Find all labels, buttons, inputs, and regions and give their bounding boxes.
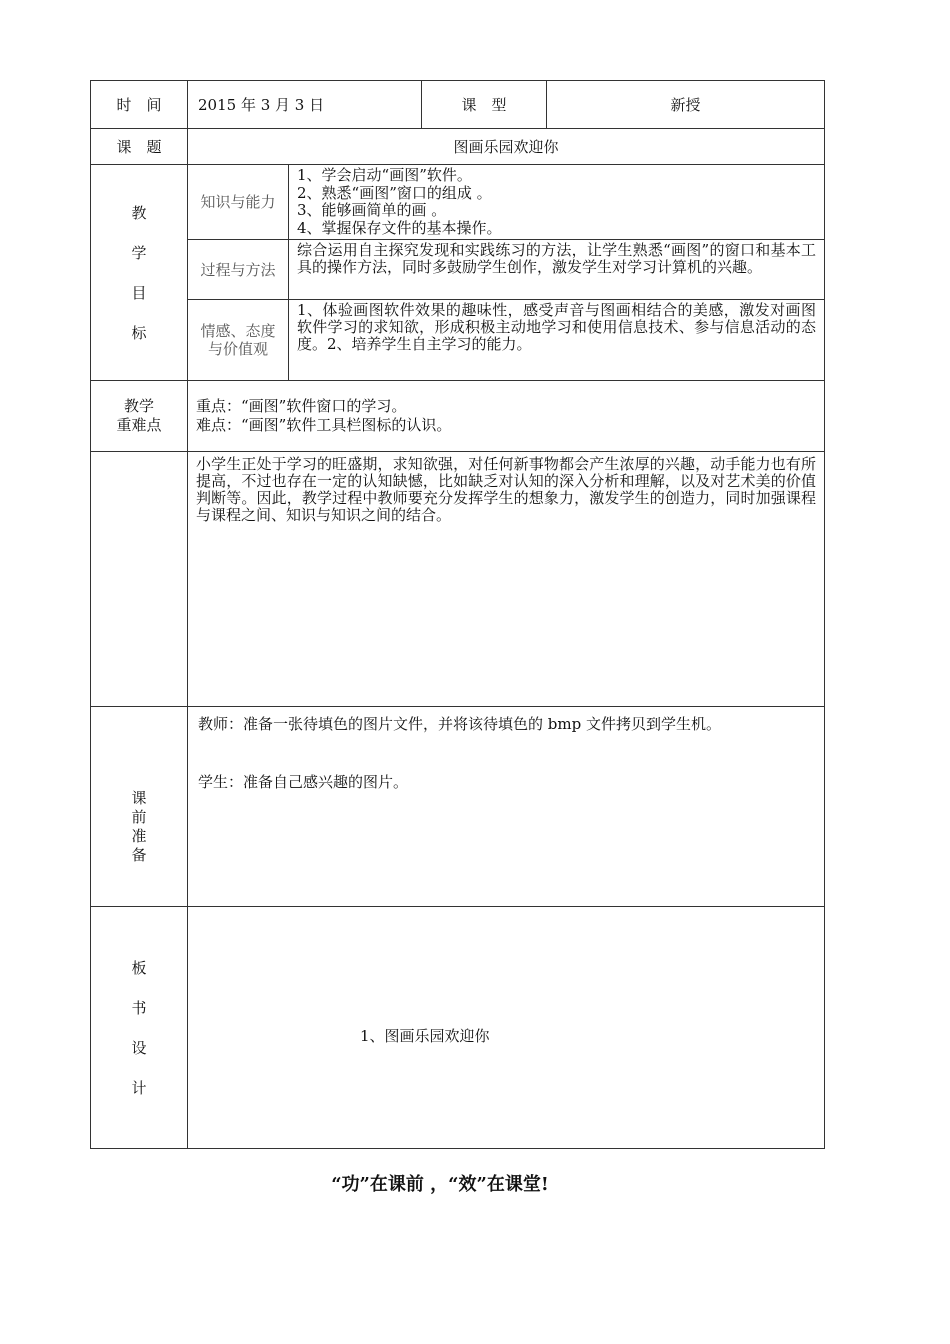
board-label: [91, 907, 188, 1149]
key-points-label-line: 重难点: [116, 416, 162, 434]
preparation-label-char: 准: [131, 826, 147, 845]
lesson-plan-table: [90, 80, 825, 1149]
knowledge-label: 知识与能力: [188, 165, 289, 240]
knowledge-items: [289, 165, 825, 240]
header-row: [91, 81, 825, 129]
objectives-emotion-row: [91, 300, 825, 381]
focus-point: 重点：“画图”软件窗口的学习。: [196, 397, 407, 415]
preparation-content: [188, 707, 825, 907]
teacher-preparation: 教师：准备一张待填色的图片文件，并将该待填色的 bmp 文件拷贝到学生机。: [198, 715, 721, 733]
board-label-char: 计: [131, 1078, 147, 1097]
knowledge-item: 3、能够画简单的画 。: [297, 201, 447, 219]
type-label: 课 型: [422, 81, 547, 129]
preparation-label-char: 备: [131, 845, 147, 864]
topic-value: 图画乐园欢迎你: [188, 129, 825, 165]
date-value: 2015 年 3 月 3 日: [188, 81, 422, 129]
type-value: 新授: [547, 81, 825, 129]
student-preparation: 学生：准备自己感兴趣的图片。: [198, 773, 409, 791]
knowledge-item: 4、掌握保存文件的基本操作。: [297, 218, 502, 237]
knowledge-item: 2、熟悉“画图”窗口的组成 。: [297, 183, 492, 202]
objectives-label-char: 学: [131, 243, 147, 262]
process-label: 过程与方法: [188, 240, 289, 300]
key-points-label-line: 教学: [123, 397, 154, 415]
objectives-knowledge-row: [91, 165, 825, 240]
board-label-char: 设: [131, 1038, 147, 1057]
analysis-row: [91, 452, 825, 707]
process-text: 综合运用自主探究发现和实践练习的方法，让学生熟悉“画图”的窗口和基本工具的操作方法，同时多鼓励学生创作，激发学生对学习计算机的兴趣。: [289, 240, 825, 300]
board-content: 1、图画乐园欢迎你: [188, 907, 825, 1149]
board-label-char: 板: [131, 958, 147, 977]
key-points-content: [188, 381, 825, 452]
preparation-row: [91, 707, 825, 907]
preparation-label-char: 前: [131, 807, 147, 826]
topic-label: 课 题: [91, 129, 188, 165]
time-label: 时 间: [91, 81, 188, 129]
key-points-row: [91, 381, 825, 452]
objectives-label-char: 标: [131, 323, 147, 342]
preparation-label: [91, 707, 188, 907]
knowledge-item: 1、学会启动“画图”软件。: [297, 166, 472, 184]
objectives-label-char: 目: [131, 283, 147, 302]
board-label-char: 书: [131, 998, 147, 1017]
footer-slogan: “功”在课前 ，“效”在课堂!: [331, 1174, 549, 1195]
emotion-label: 情感、态度与价值观: [188, 300, 289, 381]
board-row: [91, 907, 825, 1149]
key-points-label: [91, 381, 188, 452]
difficulty-point: 难点：“画图”软件工具栏图标的认识。: [196, 416, 452, 434]
objectives-label: [91, 165, 188, 381]
topic-row: [91, 129, 825, 165]
objectives-label-char: 教: [131, 203, 147, 222]
analysis-label-cell: [91, 452, 188, 707]
emotion-text: 1、体验画图软件效果的趣味性，感受声音与图画相结合的美感，激发对画图软件学习的求知欲，形成积极主动地学习和使用信息技术、参与信息活动的态度。2、培养学生自主学习的能力。: [289, 300, 825, 381]
objectives-process-row: [91, 240, 825, 300]
preparation-label-char: 课: [131, 788, 147, 807]
analysis-text: 小学生正处于学习的旺盛期，求知欲强，对任何新事物都会产生浓厚的兴趣，动手能力也有所提高，不过也存在一定的认知缺憾，比如缺乏对认知的深入分析和理解，以及对艺术美的价值判断等。因此，教学过程中教师要充分发挥学生的想象力，激发学生的创造力，同时加强课程与课程之间、知识与知识之间的结合。: [188, 452, 825, 707]
